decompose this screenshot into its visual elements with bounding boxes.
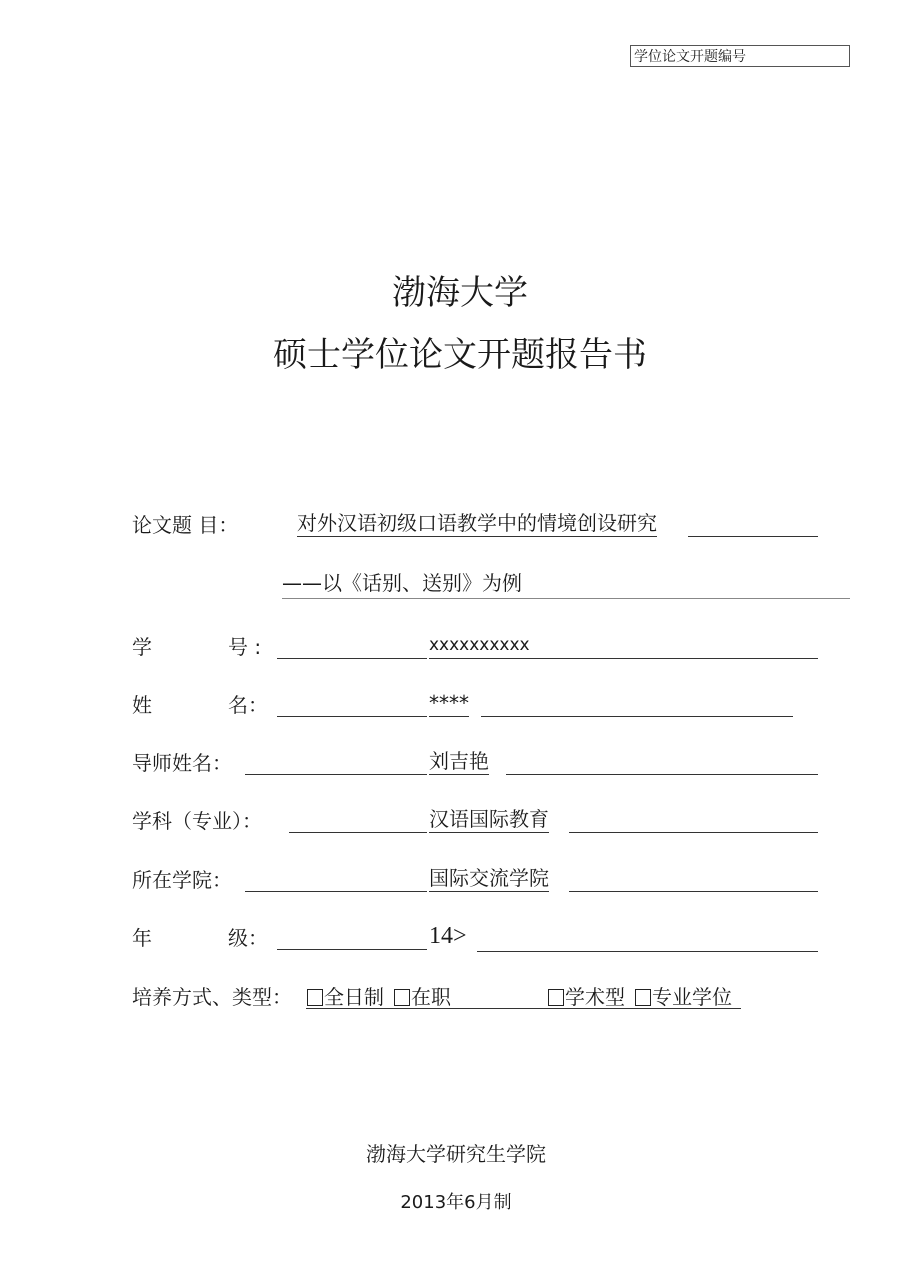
fill-line <box>277 949 427 950</box>
advisor-value: 刘吉艳 <box>429 749 489 773</box>
training-option-label: 在职 <box>411 985 451 1009</box>
report-title: 硕士学位论文开题报告书 <box>273 335 647 375</box>
checkbox-icon[interactable] <box>394 989 410 1006</box>
fill-line <box>569 891 818 892</box>
topic-subtitle-line <box>282 598 850 599</box>
issuer: 渤海大学研究生学院 <box>366 1142 546 1166</box>
student-id-value: xxxxxxxxxx <box>429 632 530 659</box>
name-label-a: 姓 <box>132 693 152 717</box>
grade-row <box>0 923 920 953</box>
student-id-label-b: 号 : <box>228 635 262 659</box>
training-option-label: 全日制 <box>324 985 384 1009</box>
topic-label: 论文题 目： <box>132 513 239 537</box>
fill-line <box>481 716 793 717</box>
issue-date: 2013年6月制 <box>400 1192 512 1213</box>
major-label: 学科（专业）： <box>132 809 262 833</box>
thesis-code-box <box>630 45 850 67</box>
fill-line <box>569 832 818 833</box>
fill-line <box>477 951 818 952</box>
fill-line <box>289 832 427 833</box>
fill-line <box>245 774 427 775</box>
fill-line <box>528 658 818 659</box>
college-label: 所在学院： <box>132 868 232 892</box>
advisor-row <box>0 748 920 778</box>
checkbox-icon[interactable] <box>548 989 564 1006</box>
major-row <box>0 806 920 836</box>
fill-line <box>277 716 427 717</box>
training-underline <box>306 1008 741 1009</box>
fill-line <box>506 774 818 775</box>
name-value: **** <box>429 691 469 715</box>
training-row <box>0 982 920 1012</box>
grade-value: 14> <box>429 923 467 949</box>
college-value: 国际交流学院 <box>429 866 549 890</box>
university-title: 渤海大学 <box>392 273 528 313</box>
topic-line1: 对外汉语初级口语教学中的情境创设研究 <box>297 511 657 535</box>
topic-line2: ——以《话别、送别》为例 <box>282 571 522 595</box>
college-row <box>0 865 920 895</box>
checkbox-icon[interactable] <box>635 989 651 1006</box>
student-id-row <box>0 632 920 662</box>
major-value: 汉语国际教育 <box>429 807 549 831</box>
topic-row <box>0 510 920 540</box>
topic-fill-line <box>688 536 818 537</box>
fill-line <box>245 891 427 892</box>
topic-subtitle-row <box>0 568 920 598</box>
name-label-b: 名： <box>228 693 268 717</box>
grade-label-b: 级： <box>228 926 268 950</box>
student-id-label-a: 学 <box>132 635 152 659</box>
thesis-code-label: 学位论文开题编号 <box>634 49 746 65</box>
advisor-label: 导师姓名： <box>132 751 232 775</box>
fill-line <box>277 658 427 659</box>
training-option-label: 专业学位 <box>652 985 732 1009</box>
training-label: 培养方式、类型： <box>132 985 292 1009</box>
name-row <box>0 690 920 720</box>
checkbox-icon[interactable] <box>307 989 323 1006</box>
training-option-label: 学术型 <box>565 985 625 1009</box>
grade-label-a: 年 <box>132 926 152 950</box>
